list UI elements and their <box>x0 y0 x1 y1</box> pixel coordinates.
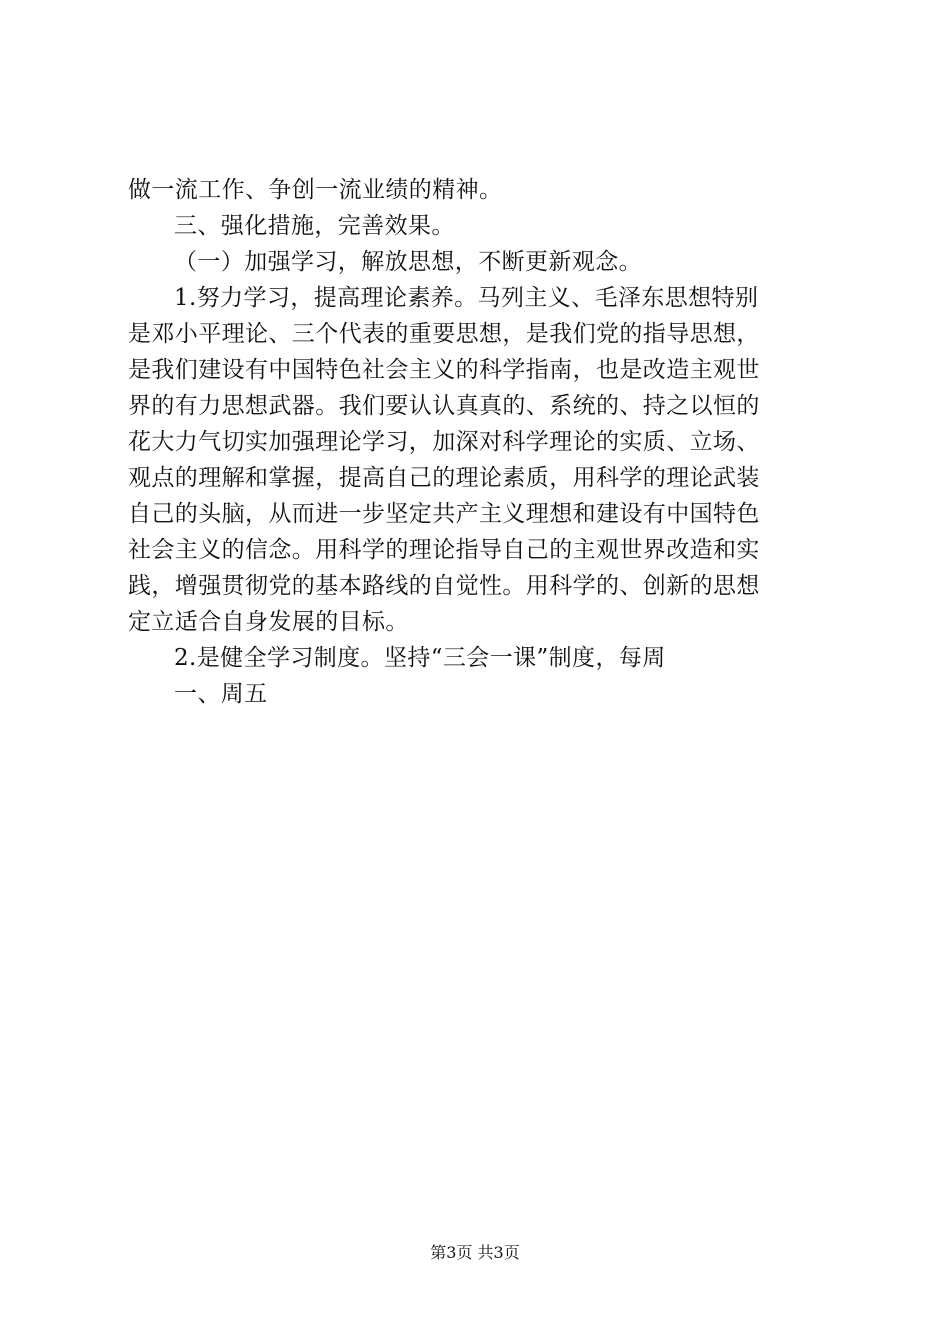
text-line: 社会主义的信念。用科学的理论指导自己的主观世界改造和实 <box>128 537 760 563</box>
text-line: 自己的头脑，从而进一步坚定共产主义理想和建设有中国特色 <box>128 501 760 527</box>
text-line: 一、周五 <box>174 681 268 707</box>
text-line: 观点的理解和掌握，提高自己的理论素质，用科学的理论武装 <box>128 465 760 491</box>
text-line: 花大力气切实加强理论学习，加深对科学理论的实质、立场、 <box>128 429 760 455</box>
text-line: 界的有力思想武器。我们要认认真真的、系统的、持之以恒的 <box>128 393 760 419</box>
text-line: 践，增强贯彻党的基本路线的自觉性。用科学的、创新的思想 <box>128 573 760 599</box>
text-line: 定立适合自身发展的目标。 <box>128 609 409 635</box>
document-body <box>128 172 833 712</box>
text-line: 是我们建设有中国特色社会主义的科学指南，也是改造主观世 <box>128 357 760 383</box>
subsection-heading: （一）加强学习，解放思想，不断更新观念。 <box>174 249 642 275</box>
section-heading: 三、强化措施，完善效果。 <box>174 213 455 239</box>
paragraph-start: 2.是健全学习制度。坚持“三会一课”制度，每周 <box>174 645 666 671</box>
text-line: 是邓小平理论、三个代表的重要思想，是我们党的指导思想， <box>128 321 760 347</box>
page-number-footer: 第3页 共3页 <box>430 1243 520 1262</box>
paragraph-start: 1.努力学习，提高理论素养。马列主义、毛泽东思想特别 <box>174 285 759 311</box>
text-line: 做一流工作、争创一流业绩的精神。 <box>128 177 503 203</box>
